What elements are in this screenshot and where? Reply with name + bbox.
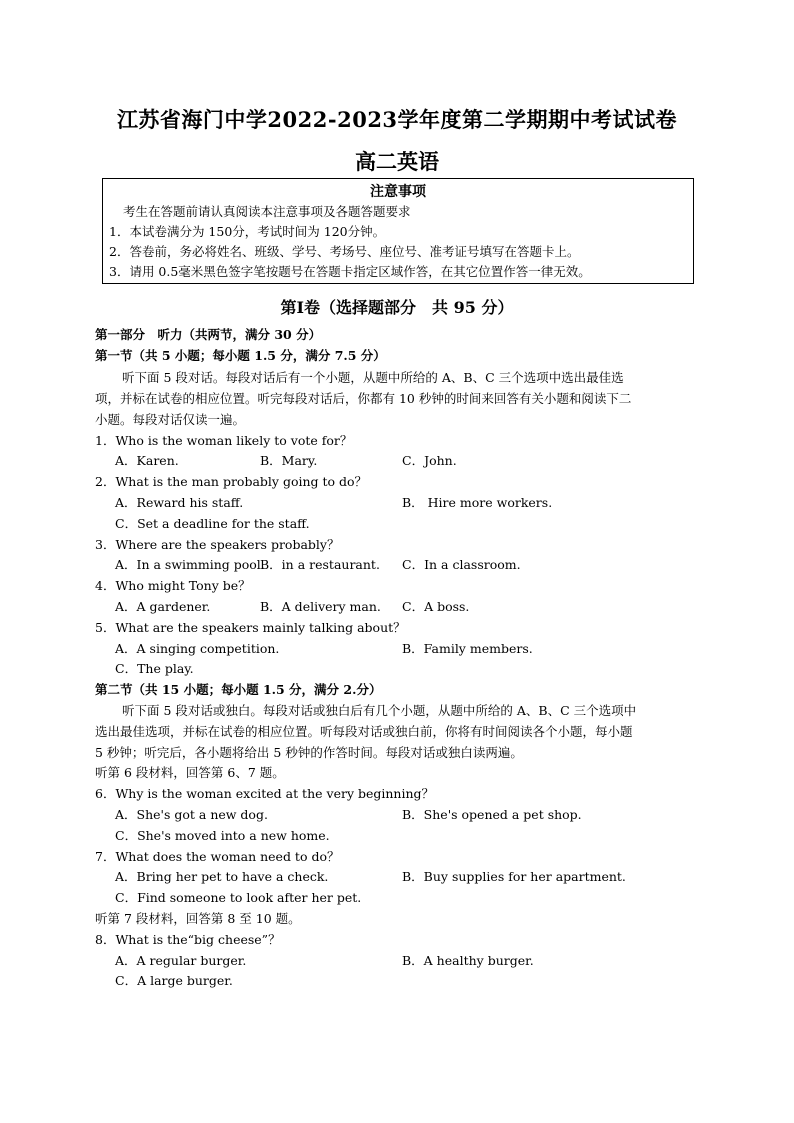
section1-instruction: 项，并标在试卷的相应位置。听完每段对话后，你都有 10 秒钟的时间来回答有关小题和阅读下二	[95, 391, 632, 406]
question-stem: 2．What is the man probably going to do？	[95, 474, 368, 489]
section2-heading: 第二节（共 15 小题；每小题 1.5 分，满分 2.分）	[95, 682, 382, 697]
option-c: C．Set a deadline for the staff.	[115, 516, 310, 531]
exam-title: 江苏省海门中学2022-2023学年度第二学期期中考试试卷	[116, 107, 678, 132]
option-b: B．Mary.	[260, 453, 318, 468]
option-b: B．She's opened a pet shop.	[402, 807, 582, 822]
option-c: C．The play.	[115, 661, 194, 676]
option-b: B．A healthy burger.	[402, 953, 534, 968]
notice-heading: 注意事项	[370, 184, 426, 200]
option-b: B．Buy supplies for her apartment.	[402, 869, 626, 884]
material-note: 听第 7 段材料，回答第 8 至 10 题。	[95, 911, 301, 926]
exam-subtitle: 高二英语	[355, 149, 439, 174]
option-c: C．Find someone to look after her pet.	[115, 890, 362, 905]
option-a: A．A regular burger.	[115, 953, 247, 968]
option-b: B．in a restaurant.	[260, 557, 380, 572]
part1-heading: 第一部分 听力（共两节，满分 30 分）	[95, 327, 322, 342]
question-stem: 8．What is the“big cheese”？	[95, 932, 281, 947]
option-a: A．A gardener.	[115, 599, 211, 614]
section2-instruction: 听下面 5 段对话或独白。每段对话或独白后有几个小题，从题中所给的 A、B、C 三个选项中	[122, 703, 637, 718]
option-b: B． Hire more workers.	[402, 495, 553, 510]
question-stem: 4．Who might Tony be？	[95, 578, 251, 593]
material-note: 听第 6 段材料，回答第 6、7 题。	[95, 765, 285, 780]
question-stem: 5．What are the speakers mainly talking about？	[95, 620, 406, 635]
option-a: A．Reward his staff.	[115, 495, 244, 510]
section2-instruction: 选出最佳选项，并标在试卷的相应位置。听每段对话或独白前，你将有时间阅读各个小题，每小题	[95, 724, 633, 739]
section1-instruction: 小题。每段对话仅读一遍。	[95, 412, 246, 427]
option-c: C．A boss.	[402, 599, 470, 614]
option-c: C．She's moved into a new home.	[115, 828, 330, 843]
notice-item: 1．本试卷满分为 150分，考试时间为 120分钟。	[109, 224, 386, 239]
option-b: B．Family members.	[402, 641, 533, 656]
notice-box	[102, 178, 694, 284]
option-a: A．She's got a new dog.	[115, 807, 268, 822]
option-c: C．A large burger.	[115, 973, 233, 988]
question-stem: 6．Why is the woman excited at the very beginning？	[95, 786, 435, 801]
option-a: A．In a swimming pool.	[115, 557, 265, 572]
question-stem: 1．Who is the woman likely to vote for？	[95, 433, 353, 448]
option-c: C．In a classroom.	[402, 557, 521, 572]
section1-instruction: 听下面 5 段对话。每段对话后有一个小题，从题中所给的 A、B、C 三个选项中选出最佳选	[122, 370, 624, 385]
volume-title: 第Ⅰ卷（选择题部分 共 95 分）	[280, 298, 514, 317]
notice-item: 3．请用 0.5毫米黑色签字笔按题号在答题卡指定区域作答，在其它位置作答一律无效。	[109, 264, 591, 279]
section2-instruction: 5 秒钟；听完后，各小题将给出 5 秒钟的作答时间。每段对话或独白读两遍。	[95, 745, 523, 760]
section1-heading: 第一节（共 5 小题；每小题 1.5 分，满分 7.5 分）	[95, 348, 386, 363]
question-stem: 7．What does the woman need to do？	[95, 849, 340, 864]
option-b: B．A delivery man.	[260, 599, 381, 614]
option-a: A．A singing competition.	[115, 641, 280, 656]
option-a: A．Bring her pet to have a check.	[115, 869, 329, 884]
option-a: A．Karen.	[115, 453, 179, 468]
notice-item: 2．答卷前，务必将姓名、班级、学号、考场号、座位号、准考证号填写在答题卡上。	[109, 244, 580, 259]
notice-intro: 考生在答题前请认真阅读本注意事项及各题答题要求	[123, 204, 411, 219]
question-stem: 3．Where are the speakers probably？	[95, 537, 340, 552]
option-c: C．John.	[402, 453, 457, 468]
